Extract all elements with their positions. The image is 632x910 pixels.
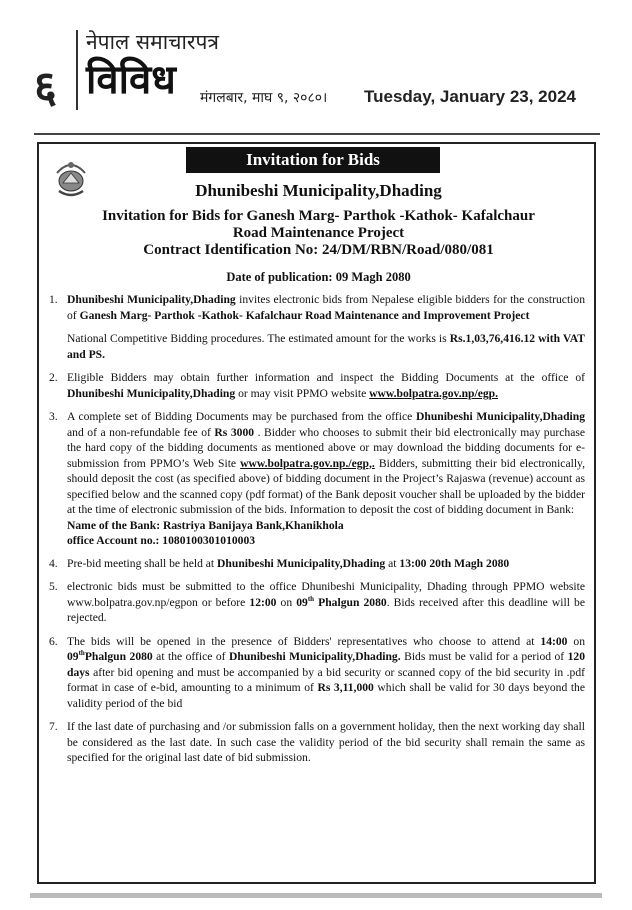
organization-title: Dhunibeshi Municipality,Dhading (195, 181, 442, 200)
text-run: on (276, 595, 297, 609)
item-text (67, 634, 585, 712)
text-run: 13:00 20th Magh 2080 (399, 556, 510, 570)
notice-item (49, 634, 585, 712)
text-run: 09 (296, 595, 308, 609)
notice-item (49, 719, 585, 766)
item-number: 6. (49, 634, 58, 648)
notice-item (49, 409, 585, 549)
text-run: If the last date of purchasing and /or submission falls on a government holiday, then the next working day shall be considered as the last date. In such case the validity period of the bid security shall remain the same as specified for the original last date of bid submission. (67, 720, 585, 764)
footer-rule (30, 893, 602, 898)
item-text (67, 370, 585, 401)
publication-date: Date of publication: 09 Magh 2080 (226, 270, 411, 284)
text-run: . Bidder who chooses to submit their bid electronically may purchase the hard copy of the bidding documents as mentioned above or may download the bidding documents for e-submission from PPMO’s Web Site (67, 425, 585, 470)
text-run: on (567, 634, 585, 648)
subtitle-line: Road Maintenance Project (232, 225, 405, 241)
notice-subtitle (39, 208, 598, 259)
masthead-divider (76, 30, 78, 110)
text-run: Dhunibeshi Municipality,Dhading (416, 410, 585, 423)
text-run: at the office of (152, 650, 229, 663)
notice-item (49, 370, 585, 401)
text-run: th (307, 594, 315, 603)
text-run: Pre-bid meeting shall be held at (67, 556, 218, 570)
text-run: Dhunibeshi Municipality,Dhading. (229, 650, 401, 663)
text-run: National Competitive Bidding procedures. The estimated amount for the works is (67, 332, 450, 345)
text-run: 09 (67, 650, 79, 663)
text-run: electronic bids must be submitted to the office Dhunibeshi Municipality, Dhading through PPMO website www.bolpatra.gov.np/egpon or before (67, 580, 585, 609)
masthead (0, 0, 632, 118)
text-run: A complete set of Bidding Documents may be purchased from the office (67, 410, 416, 423)
contract-id: Contract Identification No: 24/DM/RBN/Road/080/081 (143, 242, 494, 258)
item-text (67, 719, 585, 766)
header-rule (34, 133, 600, 135)
bid-notice (37, 142, 596, 884)
text-run: www.bolpatra.gov.np./egp,. (240, 456, 375, 470)
notice-item (49, 579, 585, 626)
page-number: ६ (34, 62, 57, 113)
item-number: 3. (49, 410, 58, 423)
notice-banner: Invitation for Bids (186, 147, 440, 173)
item-text (67, 409, 585, 549)
text-run: th (78, 649, 85, 658)
item-number: 2. (49, 371, 58, 384)
text-run: www.bolpatra.gov.np/egp. (369, 386, 499, 400)
text-run: . Bids received after this deadline will be rejected. (67, 595, 585, 624)
item-text (67, 292, 585, 323)
subtitle-line: Invitation for Bids for Ganesh Marg- Parthok -Kathok- Kafalchaur (102, 208, 535, 224)
text-run: Dhunibeshi Municipality,Dhading (67, 293, 236, 306)
date-english: Tuesday, January 23, 2024 (364, 87, 576, 106)
date-nepali: मंगलबार, माघ ९, २०८०। (200, 90, 328, 106)
item-number: 1. (49, 293, 58, 306)
text-run: after bid opening and must be accompanied by a bid security or scanned copy of the bid security in .pdf format in case of e-bid, amounting to a minimum of (67, 665, 585, 694)
text-run: Rs.1,03,76,416.12 with VAT and PS. (67, 332, 586, 361)
text-run: invites electronic bids from Nepalese eligible bidders for the construction of (67, 293, 585, 322)
item-number: 4. (49, 556, 58, 570)
item-number: 5. (49, 580, 58, 593)
section-name: विविध (86, 57, 176, 103)
text-run: Bidders, submitting their bid electronically, should deposit the cost (as specified above) of bidding document in the Project’s Rajaswa (revenue) account as specified below and the scanned copy (pdf format) of the Bank deposit voucher shall be uploaded by the bidder at the time of electronic submission of the bids. Information to deposit the cost of bidding document in Bank: (67, 456, 585, 516)
notice-item (49, 292, 585, 323)
item-text (67, 331, 585, 362)
notice-items (49, 292, 585, 766)
text-run: Dhunibeshi Municipality,Dhading (67, 386, 236, 400)
text-run: Dhunibeshi Municipality,Dhading (217, 556, 386, 570)
text-run: or may visit PPMO website (235, 386, 370, 400)
text-run: Eligible Bidders may obtain further information and inspect the Bidding Documents at the office of (67, 371, 585, 384)
item-text (67, 579, 585, 626)
text-run: 120 days (67, 650, 585, 679)
item-number: 7. (49, 720, 58, 733)
text-run: which shall be valid for 30 days beyond the validity period of the bid (67, 681, 585, 710)
text-run: Ganesh Marg- Parthok -Kathok- Kafalchaur Road Maintenance and Improvement Project (79, 308, 530, 322)
item-text (67, 556, 585, 572)
notice-item (49, 331, 585, 362)
text-run: Phalgun 2080 (84, 650, 153, 663)
text-run: 14:00 (540, 634, 568, 648)
text-run: Bids must be valid for a period of (400, 650, 568, 663)
text-run: 12:00 (249, 595, 277, 609)
text-run: Rs 3,11,000 (317, 681, 374, 694)
notice-item (49, 556, 585, 572)
bank-account-number: office Account no.: 1080100301010003 (67, 534, 256, 547)
bank-name: Name of the Bank: Rastriya Banijaya Bank,Khanikhola (67, 518, 344, 532)
text-run: Phalgun 2080 (314, 595, 387, 609)
text-run: and of a non-refundable fee of (67, 425, 215, 439)
paper-name: नेपाल समाचारपत्र (86, 30, 220, 54)
text-run: at (385, 556, 400, 570)
text-run: Rs 3000 (214, 425, 255, 439)
text-run: The bids will be opened in the presence of Bidders' representatives who choose to attend at (67, 634, 541, 648)
